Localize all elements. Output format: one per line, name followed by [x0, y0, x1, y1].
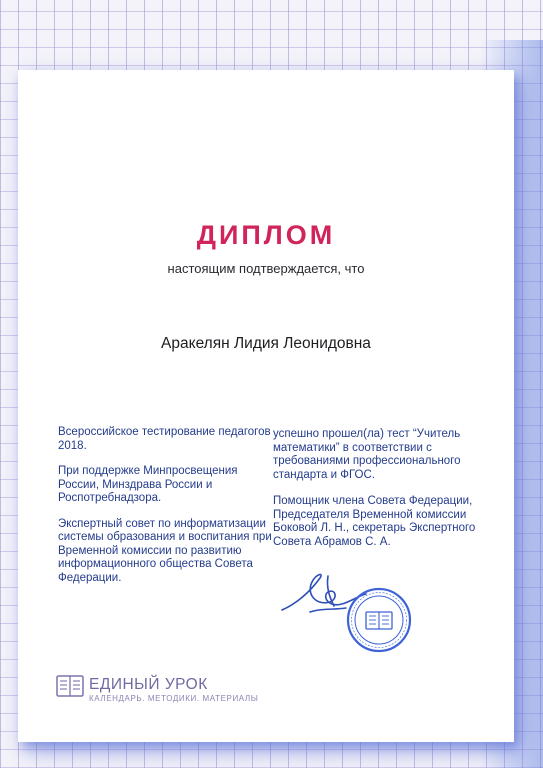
left-paragraph-3: Экспертный совет по информатизации системы образования и воспитания при Временной комиссии по развитию информационного общества Совета Федерации.	[58, 517, 272, 584]
right-paragraph-1: успешно прошел(ла) тест “Учитель математики” в соответствии с требованиями профессионального стандарта и ФГОС.	[273, 428, 461, 481]
recipient-name: Аракелян Лидия Леонидовна	[161, 335, 371, 352]
right-column	[273, 428, 503, 562]
left-column	[58, 426, 273, 597]
book-icon	[56, 674, 84, 698]
left-paragraph-1: Всероссийское тестирование педагогов 2018.	[58, 426, 271, 452]
diploma-subtitle: настоящим подтверждается, что	[167, 261, 365, 276]
logo-name: ЕДИНЫЙ УРОК	[89, 676, 208, 693]
right-paragraph-2: Помощник члена Совета Федерации, Председателя Временной комиссии Боковой Л. Н., секретарь Экспертного Совета Абрамов С. А.	[273, 495, 476, 548]
signature-and-stamp	[276, 568, 426, 658]
diploma-sheet	[18, 70, 514, 742]
diploma-title: ДИПЛОМ	[196, 220, 336, 250]
logo-tagline: КАЛЕНДАРЬ. МЕТОДИКИ. МАТЕРИАЛЫ	[89, 694, 259, 703]
seal-icon	[348, 589, 410, 651]
left-paragraph-2: При поддержке Минпросвещения России, Минздрава России и Роспотребнадзора.	[58, 465, 238, 504]
signature-icon	[282, 575, 366, 612]
